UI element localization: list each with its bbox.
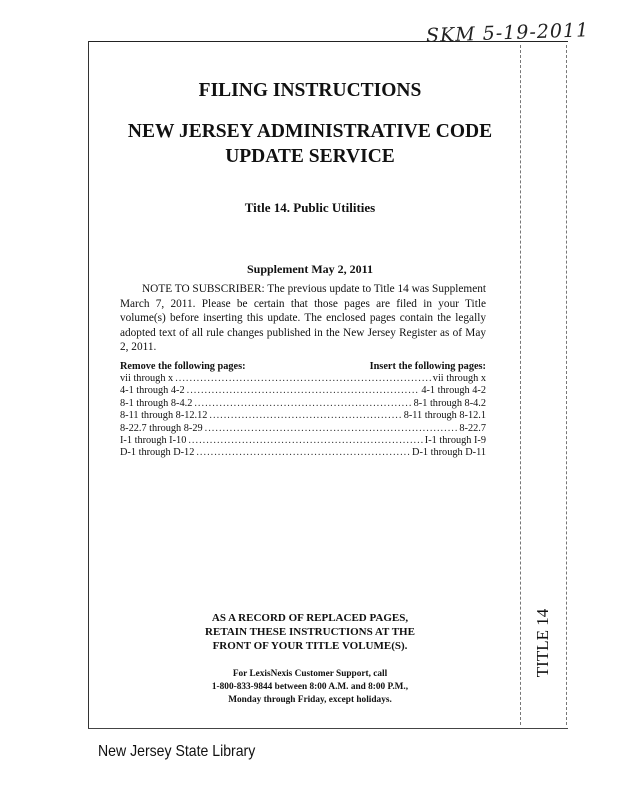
top-border xyxy=(88,41,568,42)
table-row xyxy=(120,398,486,410)
record-line-1: AS A RECORD OF REPLACED PAGES, xyxy=(211,612,409,624)
customer-support xyxy=(100,668,520,707)
left-border xyxy=(88,41,89,729)
supplement-date: Supplement May 2, 2011 xyxy=(246,262,373,276)
table-header xyxy=(120,360,486,373)
insert-pages: D-1 through D-11 xyxy=(412,447,486,459)
subheading-line-1: NEW JERSEY ADMINISTRATIVE CODE xyxy=(127,121,493,142)
remove-pages: 8-11 through 8-12.12 xyxy=(120,410,208,422)
page-subheading xyxy=(100,119,520,169)
page-replacement-table xyxy=(120,360,486,460)
table-row xyxy=(120,435,486,447)
insert-pages: I-1 through I-9 xyxy=(424,434,486,446)
dot-leader xyxy=(194,398,411,410)
dot-leader xyxy=(196,447,410,459)
table-row xyxy=(120,410,486,422)
table-row xyxy=(120,373,486,385)
remove-pages: I-1 through I-10 xyxy=(120,434,187,446)
remove-pages: D-1 through D-12 xyxy=(120,447,195,459)
remove-pages: 4-1 through 4-2 xyxy=(120,385,185,397)
insert-pages: vii through x xyxy=(432,373,486,384)
remove-header: Remove the following pages: xyxy=(120,361,246,372)
insert-pages: 4-1 through 4-2 xyxy=(421,385,486,397)
dot-leader xyxy=(175,373,431,385)
dot-leader xyxy=(209,410,401,422)
subscriber-note: NOTE TO SUBSCRIBER: The previous update to Title 14 was Supplement March 7, 2011. Please be certain that those pages are filed in your Title volume(s) before inserting this update. The enclosed pages contain the legally adopted text of all rule changes published in the New Jersey Register as of May 2, 2011. xyxy=(120,283,486,354)
page-heading: FILING INSTRUCTIONS xyxy=(198,80,422,101)
support-line-1: For LexisNexis Customer Support, call xyxy=(232,669,388,679)
insert-pages: 8-1 through 8-4.2 xyxy=(413,397,486,409)
dot-leader xyxy=(188,435,422,447)
table-row xyxy=(120,423,486,435)
support-line-2: 1-800-833-9844 between 8:00 A.M. and 8:00 P.M., xyxy=(211,682,409,692)
dot-leader xyxy=(205,423,458,435)
remove-pages: 8-22.7 through 8-29 xyxy=(120,422,203,434)
support-line-3: Monday through Friday, except holidays. xyxy=(228,695,392,705)
record-line-3: FRONT OF YOUR TITLE VOLUME(S). xyxy=(212,640,408,652)
table-row xyxy=(120,385,486,397)
record-instructions xyxy=(100,611,520,653)
handwritten-note: SKM 5-19-2011 xyxy=(425,19,590,47)
insert-header: Insert the following pages: xyxy=(369,361,486,372)
library-stamp: New Jersey State Library xyxy=(98,743,256,760)
bottom-border xyxy=(88,728,568,729)
table-row xyxy=(120,447,486,459)
subheading-line-2: UPDATE SERVICE xyxy=(225,146,395,167)
dot-leader xyxy=(187,385,420,397)
spine-divider-right xyxy=(566,45,567,725)
title-label: Title 14. Public Utilities xyxy=(244,200,376,215)
spine-label: TITLE 14 xyxy=(533,608,552,678)
record-line-2: RETAIN THESE INSTRUCTIONS AT THE xyxy=(205,626,415,638)
spine-divider-left xyxy=(520,45,521,725)
remove-pages: vii through x xyxy=(120,373,174,384)
remove-pages: 8-1 through 8-4.2 xyxy=(120,397,193,409)
insert-pages: 8-11 through 8-12.1 xyxy=(403,410,486,422)
insert-pages: 8-22.7 xyxy=(459,422,486,434)
